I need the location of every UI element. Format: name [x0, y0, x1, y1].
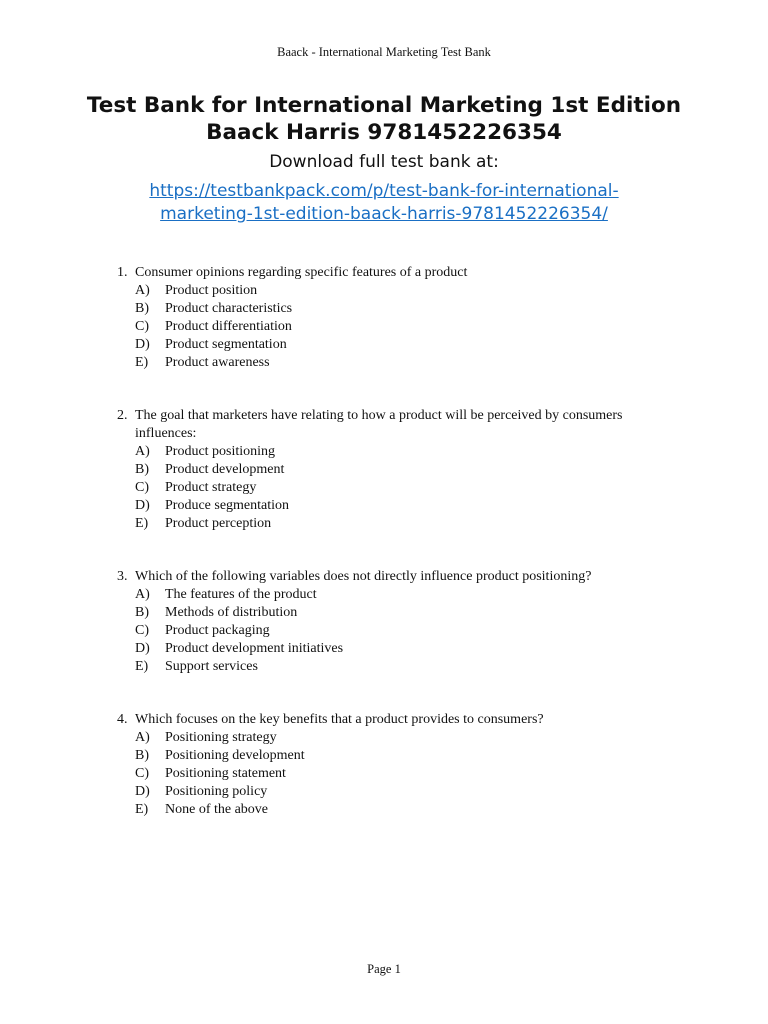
question-number: 2. [117, 408, 128, 423]
option-c [135, 479, 677, 497]
option-letter: E) [135, 355, 149, 370]
option-letter: D) [135, 641, 150, 656]
option-a [135, 729, 677, 747]
option-letter: A) [135, 283, 150, 298]
option-text: Product perception [165, 516, 272, 531]
option-text: Produce segmentation [165, 498, 290, 513]
option-letter: C) [135, 480, 149, 495]
option-letter: B) [135, 605, 149, 620]
title-line-1: Test Bank for International Marketing 1st Edition [86, 93, 682, 118]
option-letter: B) [135, 301, 149, 316]
option-text: Positioning statement [165, 766, 286, 781]
option-b [135, 747, 677, 765]
option-text: Product awareness [165, 355, 270, 370]
option-letter: D) [135, 337, 150, 352]
option-text: Product positioning [165, 444, 276, 459]
option-text: Positioning strategy [165, 730, 277, 745]
option-a [135, 282, 677, 300]
option-e [135, 801, 677, 819]
option-text: Product differentiation [165, 319, 292, 334]
option-text: Product characteristics [165, 301, 293, 316]
question-4 [117, 711, 677, 819]
option-c [135, 318, 677, 336]
option-letter: A) [135, 444, 150, 459]
option-d [135, 497, 677, 515]
page-header: Baack - International Marketing Test Bank [277, 45, 491, 59]
option-letter: B) [135, 748, 149, 763]
option-text: Positioning policy [165, 784, 268, 799]
question-number: 3. [117, 569, 128, 584]
option-letter: A) [135, 730, 150, 745]
download-link-line-1[interactable]: https://testbankpack.com/p/test-bank-for-international- [149, 181, 619, 201]
option-text: Positioning development [165, 748, 305, 763]
option-d [135, 336, 677, 354]
option-text: Methods of distribution [165, 605, 298, 620]
option-b [135, 604, 677, 622]
option-b [135, 461, 677, 479]
option-b [135, 300, 677, 318]
question-text: Which of the following variables does not directly influence product positioning? [135, 569, 592, 584]
option-text: Support services [165, 659, 258, 674]
option-c [135, 622, 677, 640]
option-text: Product segmentation [165, 337, 287, 352]
question-2 [117, 407, 677, 533]
option-text: Product strategy [165, 480, 257, 495]
option-letter: E) [135, 516, 149, 531]
option-e [135, 658, 677, 676]
option-d [135, 783, 677, 801]
option-letter: A) [135, 587, 150, 602]
question-1 [117, 264, 677, 372]
option-letter: E) [135, 659, 149, 674]
question-text: The goal that marketers have relating to how a product will be perceived by consumers influences: [135, 408, 623, 441]
question-text: Consumer opinions regarding specific features of a product [135, 265, 468, 280]
option-a [135, 586, 677, 604]
question-3 [117, 568, 677, 676]
title-line-2: Baack Harris 9781452226354 [206, 120, 562, 145]
option-a [135, 443, 677, 461]
question-text: Which focuses on the key benefits that a product provides to consumers? [135, 712, 544, 727]
document-title [0, 92, 768, 146]
option-text: Product position [165, 283, 258, 298]
option-d [135, 640, 677, 658]
page-footer: Page 1 [367, 962, 401, 976]
option-text: Product packaging [165, 623, 270, 638]
option-letter: C) [135, 319, 149, 334]
option-text: The features of the product [165, 587, 317, 602]
option-letter: B) [135, 462, 149, 477]
option-e [135, 354, 677, 372]
download-subtitle: Download full test bank at: [269, 152, 499, 172]
option-e [135, 515, 677, 533]
download-link[interactable] [0, 180, 768, 226]
question-number: 1. [117, 265, 128, 280]
option-c [135, 765, 677, 783]
option-text: None of the above [165, 802, 269, 817]
option-letter: C) [135, 766, 149, 781]
download-link-line-2[interactable]: marketing-1st-edition-baack-harris-9781452226354/ [160, 204, 608, 224]
option-letter: D) [135, 784, 150, 799]
option-text: Product development initiatives [165, 641, 344, 656]
option-letter: E) [135, 802, 149, 817]
question-number: 4. [117, 712, 128, 727]
option-letter: C) [135, 623, 149, 638]
option-letter: D) [135, 498, 150, 513]
option-text: Product development [165, 462, 285, 477]
